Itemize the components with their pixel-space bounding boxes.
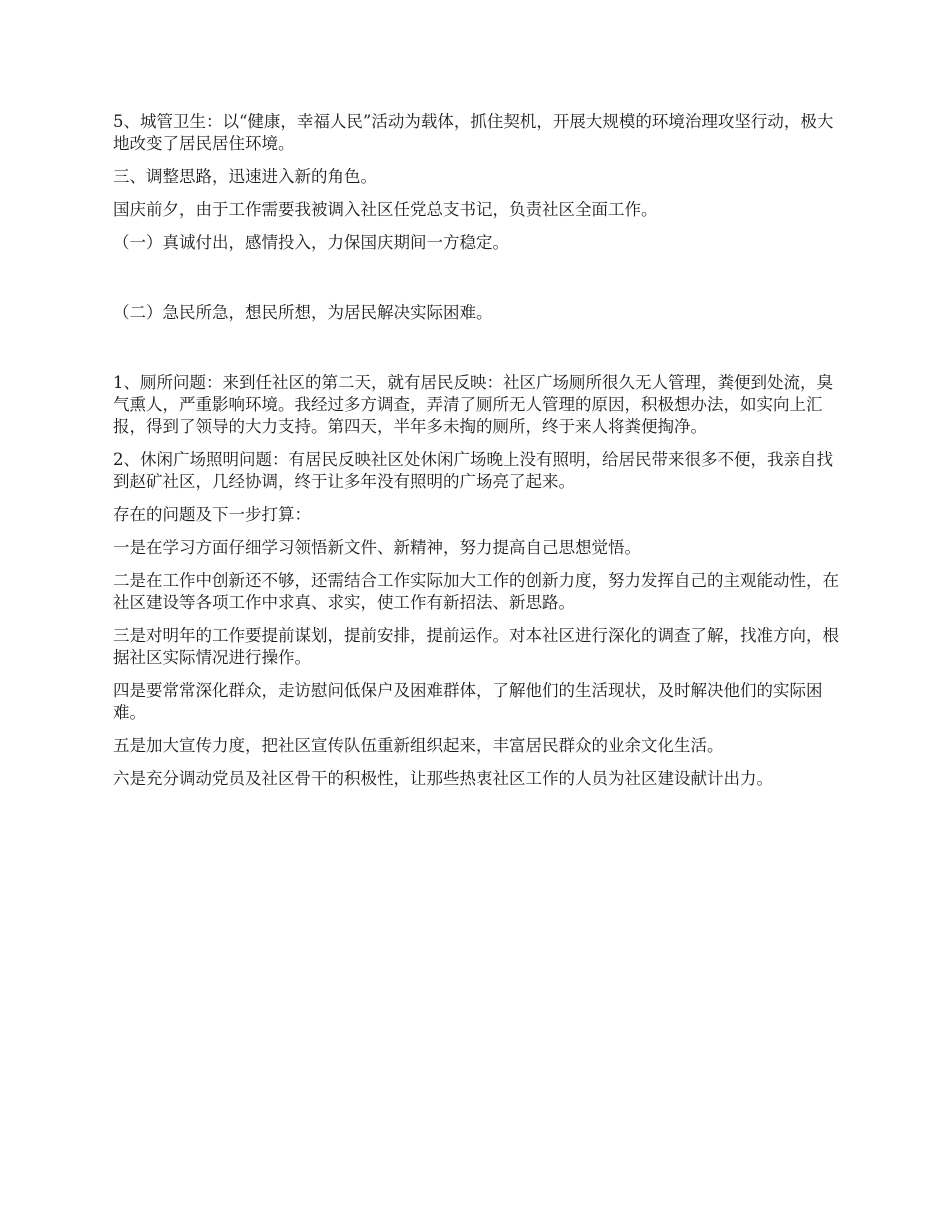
plan-item-4: 四是要常常深化群众，走访慰问低保户及困难群体，了解他们的生活现状，及时解决他们的实际困难。	[113, 681, 823, 722]
plan-item-5: 五是加大宣传力度，把社区宣传队伍重新组织起来，丰富居民群众的业余文化生活。	[113, 736, 724, 755]
plan-item-3: 三是对明年的工作要提前谋划，提前安排，提前运作。对本社区进行深化的调查了解，找准方向，根据社区实际情况进行操作。	[113, 626, 839, 667]
paragraph-plaza-lighting: 2、休闲广场照明问题：有居民反映社区处休闲广场晚上没有照明，给居民带来很多不便，我亲自找到赵矿社区，几经协调，终于让多年没有照明的广场亮了起来。	[113, 450, 833, 491]
plan-item-6: 六是充分调动党员及社区骨干的积极性，让那些热衷社区工作的人员为社区建设献计出力。	[113, 769, 773, 788]
paragraph-toilet-problem: 1、厕所问题：来到任社区的第二天，就有居民反映：社区广场厕所很久无人管理，粪便到处流，臭气熏人，严重影响环境。我经过多方调查，弄清了厕所无人管理的原因，积极想办法，如实向上汇报，得到了领导的大力支持。第四天，半年多未掏的厕所，终于来人将粪便掏净。	[113, 373, 833, 436]
plan-item-2: 二是在工作中创新还不够，还需结合工作实际加大工作的创新力度，努力发挥自己的主观能动性，在社区建设等各项工作中求真、求实，使工作有新招法、新思路。	[113, 571, 839, 612]
heading-problems-next-steps: 存在的问题及下一步打算：	[113, 505, 311, 524]
document-body	[113, 111, 843, 801]
section-heading-adjust-thinking: 三、调整思路，迅速进入新的角色。	[113, 167, 377, 186]
subheading-residents-difficulties: （二）急民所急，想民所想，为居民解决实际困难。	[113, 303, 493, 322]
paragraph-sanitation: 5、城管卫生：以“健康，幸福人民”活动为载体，抓住契机，开展大规模的环境治理攻坚行动，极大地改变了居民居住环境。	[113, 112, 834, 153]
subheading-sincere-effort: （一）真诚付出，感情投入，力保国庆期间一方稳定。	[113, 233, 509, 252]
paragraph-national-day-transfer: 国庆前夕，由于工作需要我被调入社区任党总支书记，负责社区全面工作。	[113, 200, 658, 219]
plan-item-1: 一是在学习方面仔细学习领悟新文件、新精神，努力提高自己思想觉悟。	[113, 538, 641, 557]
